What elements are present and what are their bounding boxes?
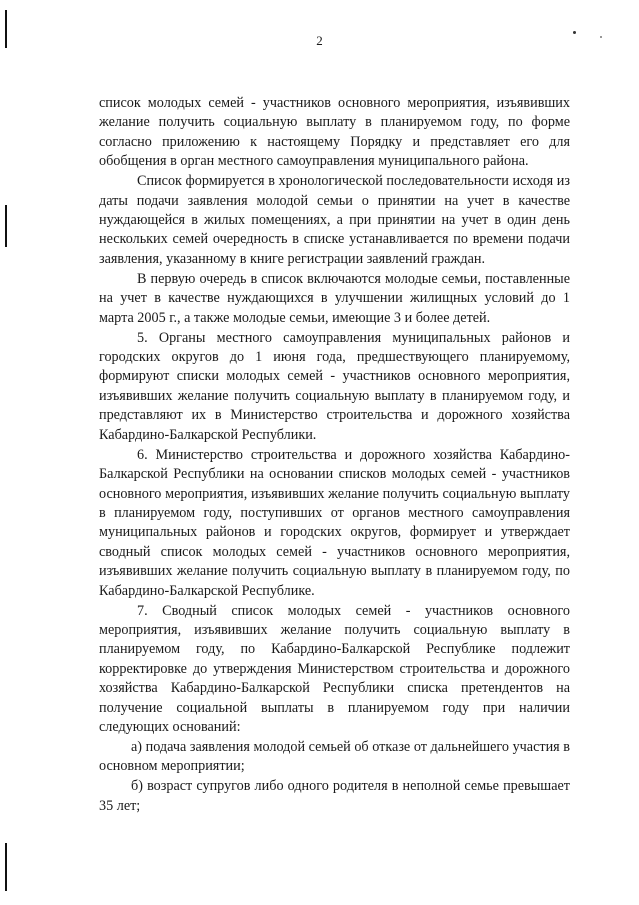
document-body	[99, 94, 570, 817]
paragraph-list-formation-order: Список формируется в хронологической последовательности исходя из даты подачи заявления молодой семьи о принятии на учет в качестве нуждающейся в жилых помещениях, а при принятии на учет в один день нескольких семей очередность в списке устанавливается по времени подачи заявления, указанному в книге регистрации заявлений граждан.	[99, 173, 570, 267]
list-item-b: б) возраст супругов либо одного родителя в неполной семье превышает 35 лет;	[99, 778, 570, 814]
paragraph-list-continuation: список молодых семей - участников основного мероприятия, изъявивших желание получить социальную выплату в планируемом году, по форме согласно приложению к настоящему Порядку и представляет его для обобщения в орган местного самоуправления муниципального района.	[99, 95, 570, 170]
scan-edge-mark-bottom	[5, 843, 7, 891]
paragraph-clause-6: 6. Министерство строительства и дорожного хозяйства Кабардино-Балкарской Республики на основании списков молодых семей - участников основного мероприятия, изъявивших желание получить социальную выплату в планируемом году, поступивших от органов местного самоуправления муниципальных районов и городских округов, формирует и утверждает сводный список молодых семей - участников основного мероприятия, изъявивших желание получить социальную выплату в планируемом году, по Кабардино-Балкарской Республике.	[99, 446, 570, 599]
paragraph-clause-7: 7. Сводный список молодых семей - участников основного мероприятия, изъявивших желание получить социальную выплату в планируемом году, по Кабардино-Балкарской Республике подлежит корректировке до утверждения Министерством строительства и дорожного хозяйства Кабардино-Балкарской Республики списка претендентов на получение социальной выплаты в планируемом году при наличии следующих оснований:	[99, 602, 570, 735]
list-item-a: а) подача заявления молодой семьей об отказе от дальнейшего участия в основном мероприятии;	[99, 738, 570, 775]
paragraph-clause-5: 5. Органы местного самоуправления муниципальных районов и городских округов до 1 июня года, предшествующего планируемому, формируют списки молодых семей - участников основного мероприятия, изъявивших желание получить социальную выплату в планируемом году, и представляют их в Министерство строительства и дорожного хозяйства Кабардино-Балкарской Республики.	[99, 329, 570, 443]
page-number: 2	[316, 33, 323, 48]
paragraph-priority-families: В первую очередь в список включаются молодые семьи, поставленные на учет в качестве нуждающихся в улучшении жилищных условий до 1 марта 2005 г., а также молодые семьи, имеющие 3 и более детей.	[99, 270, 570, 326]
scan-edge-mark-middle	[5, 205, 7, 247]
